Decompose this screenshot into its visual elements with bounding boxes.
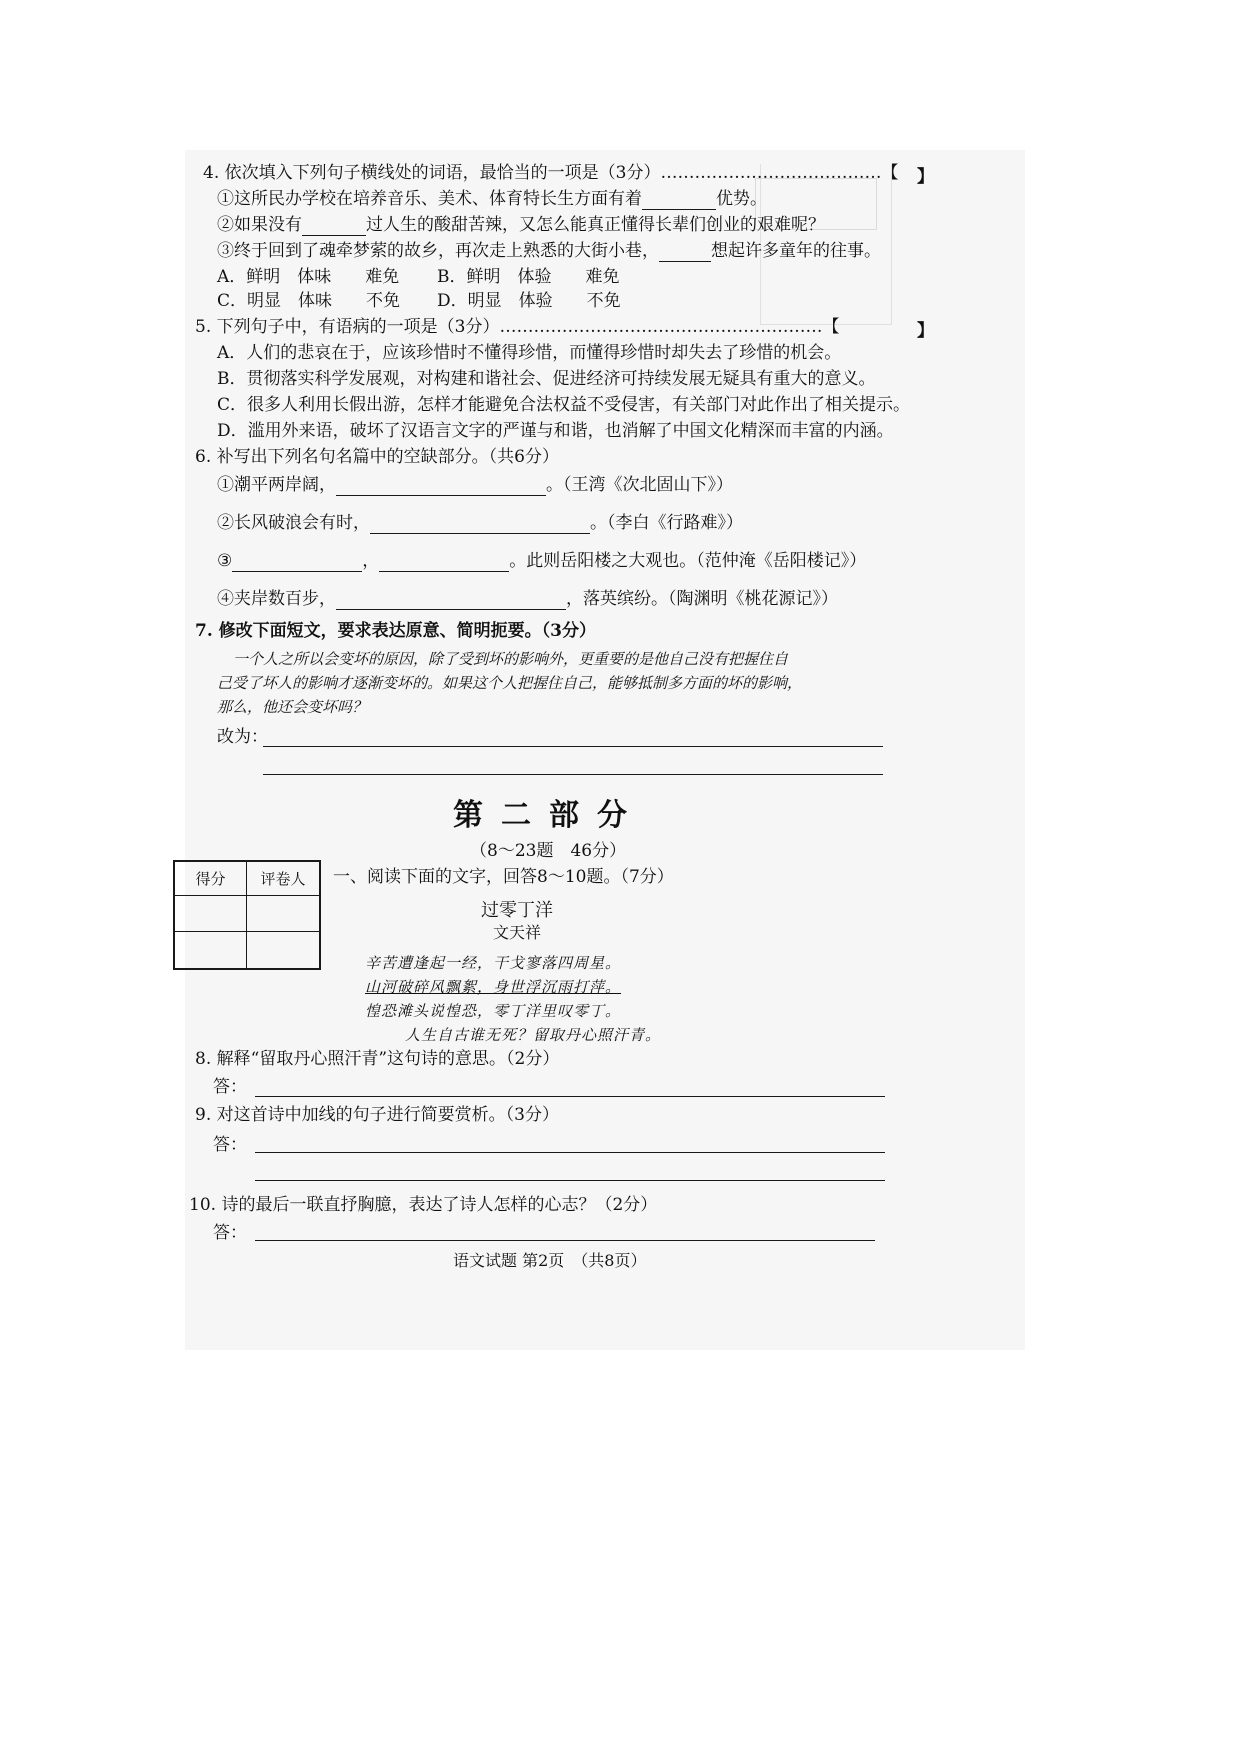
q6-blank-3a[interactable]	[232, 555, 362, 572]
q4-blank-3[interactable]	[659, 245, 711, 262]
q4-option-c[interactable]: C．明显 体味 不免	[217, 291, 401, 311]
score-cell[interactable]	[175, 896, 247, 932]
poem-title: 过零丁洋	[481, 900, 553, 921]
q4-option-a[interactable]: A．鲜明 体味 难免	[217, 267, 400, 287]
poem-line-2-underlined: 山河破碎风飘絮，身世浮沉雨打萍。	[365, 978, 622, 996]
q4-sentence-2: ②如果没有 过人生的酸甜苦辣，又怎么能真正懂得长辈们创业的艰难呢？	[217, 215, 825, 235]
part2-title: 第二部分	[453, 798, 645, 833]
q6-line-4: ④夹岸数百步， ，落英缤纷。（陶渊明《桃花源记》）	[217, 589, 838, 609]
q4-sentence-1: ①这所民办学校在培养音乐、美术、体育特长生方面有着 优势。	[217, 189, 767, 209]
q6-blank-1[interactable]	[336, 479, 546, 496]
score-header: 得分	[175, 862, 247, 896]
q5-option-a[interactable]: A．人们的悲哀在于，应该珍惜时不懂得珍惜，而懂得珍惜时却失去了珍惜的机会。	[217, 343, 842, 363]
q4-answer-bracket[interactable]: 】	[883, 167, 934, 187]
q6-blank-2[interactable]	[370, 517, 590, 534]
reading-section-stem: 一、阅读下面的文字，回答8～10题。（7分）	[333, 867, 674, 887]
q5-stem: 5. 下列句子中，有语病的一项是（3分）…………………………………………………【	[195, 317, 840, 337]
q7-answer-label: 改为：	[217, 727, 268, 747]
part2-range: （8～23题 46分）	[470, 841, 627, 861]
q4-option-d[interactable]: D．明显 体验 不免	[437, 291, 621, 311]
q4-option-b[interactable]: B．鲜明 体验 难免	[437, 267, 620, 287]
q9-answer-line-2[interactable]	[255, 1180, 885, 1181]
q8-answer-line[interactable]	[255, 1096, 885, 1097]
q9-answer-label: 答：	[213, 1135, 247, 1155]
q10-stem: 10. 诗的最后一联直抒胸臆，表达了诗人怎样的心志？（2分）	[189, 1195, 658, 1215]
q7-passage-2: 己受了坏人的影响才逐渐变坏的。如果这个人把握住自己，能够抵制多方面的坏的影响，	[217, 674, 803, 692]
q5-answer-bracket[interactable]: 】	[883, 321, 934, 341]
grader-cell[interactable]	[247, 896, 319, 932]
q7-passage-3: 那么，他还会变坏吗？	[217, 698, 368, 716]
grader-header: 评卷人	[247, 862, 319, 896]
q6-stem: 6. 补写出下列名句名篇中的空缺部分。（共6分）	[195, 447, 559, 467]
q8-answer-label: 答：	[213, 1077, 247, 1097]
grader-cell-2[interactable]	[247, 932, 319, 968]
q4-blank-1[interactable]	[642, 193, 716, 210]
score-table	[173, 860, 321, 970]
poem-line-1: 辛苦遭逢起一经，干戈寥落四周星。	[365, 954, 622, 972]
q7-answer-line-1[interactable]	[263, 746, 883, 747]
q5-option-c[interactable]: C．很多人利用长假出游，怎样才能避免合法权益不受侵害，有关部门对此作出了相关提示。	[217, 395, 911, 415]
q9-answer-line-1[interactable]	[255, 1152, 885, 1153]
q7-passage-1: 一个人之所以会变坏的原因，除了受到坏的影响外，更重要的是他自己没有把握住自	[233, 650, 789, 668]
q4-blank-2[interactable]	[302, 219, 366, 236]
q4-sentence-3: ③终于回到了魂牵梦萦的故乡，再次走上熟悉的大街小巷， 想起许多童年的往事。	[217, 241, 881, 261]
q6-line-2: ②长风破浪会有时， 。（李白《行路难》）	[217, 513, 743, 533]
q5-option-b[interactable]: B．贯彻落实科学发展观，对构建和谐社会、促进经济可持续发展无疑具有重大的意义。	[217, 369, 876, 389]
poem-line-3: 惶恐滩头说惶恐，零丁洋里叹零丁。	[365, 1002, 622, 1020]
q5-option-d[interactable]: D．滥用外来语，破坏了汉语言文字的严谨与和谐，也消解了中国文化精深而丰富的内涵。	[217, 421, 894, 441]
q4-stem: 4. 依次填入下列句子横线处的词语，最恰当的一项是（3分）…………………………………【	[203, 163, 899, 183]
q6-line-3: ③ ， 。此则岳阳楼之大观也。（范仲淹《岳阳楼记》）	[217, 551, 867, 571]
poem-author: 文天祥	[493, 923, 542, 942]
q7-stem: 7. 修改下面短文，要求表达原意、简明扼要。（3分）	[195, 621, 596, 641]
page-footer: 语文试题 第2页 （共8页）	[453, 1251, 647, 1270]
q8-stem: 8. 解释“留取丹心照汗青”这句诗的意思。（2分）	[195, 1049, 560, 1069]
q6-line-1: ①潮平两岸阔， 。（王湾《次北固山下》）	[217, 475, 733, 495]
score-cell-2[interactable]	[175, 932, 247, 968]
q9-stem: 9. 对这首诗中加线的句子进行简要赏析。（3分）	[195, 1105, 559, 1125]
q6-blank-3b[interactable]	[379, 555, 509, 572]
q7-answer-line-2[interactable]	[263, 774, 883, 775]
poem-line-4: 人生自古谁无死？留取丹心照汗青。	[405, 1026, 662, 1044]
exam-page	[185, 150, 1025, 1350]
q10-answer-label: 答：	[213, 1223, 247, 1243]
q10-answer-line[interactable]	[255, 1240, 875, 1241]
q6-blank-4[interactable]	[336, 593, 566, 610]
